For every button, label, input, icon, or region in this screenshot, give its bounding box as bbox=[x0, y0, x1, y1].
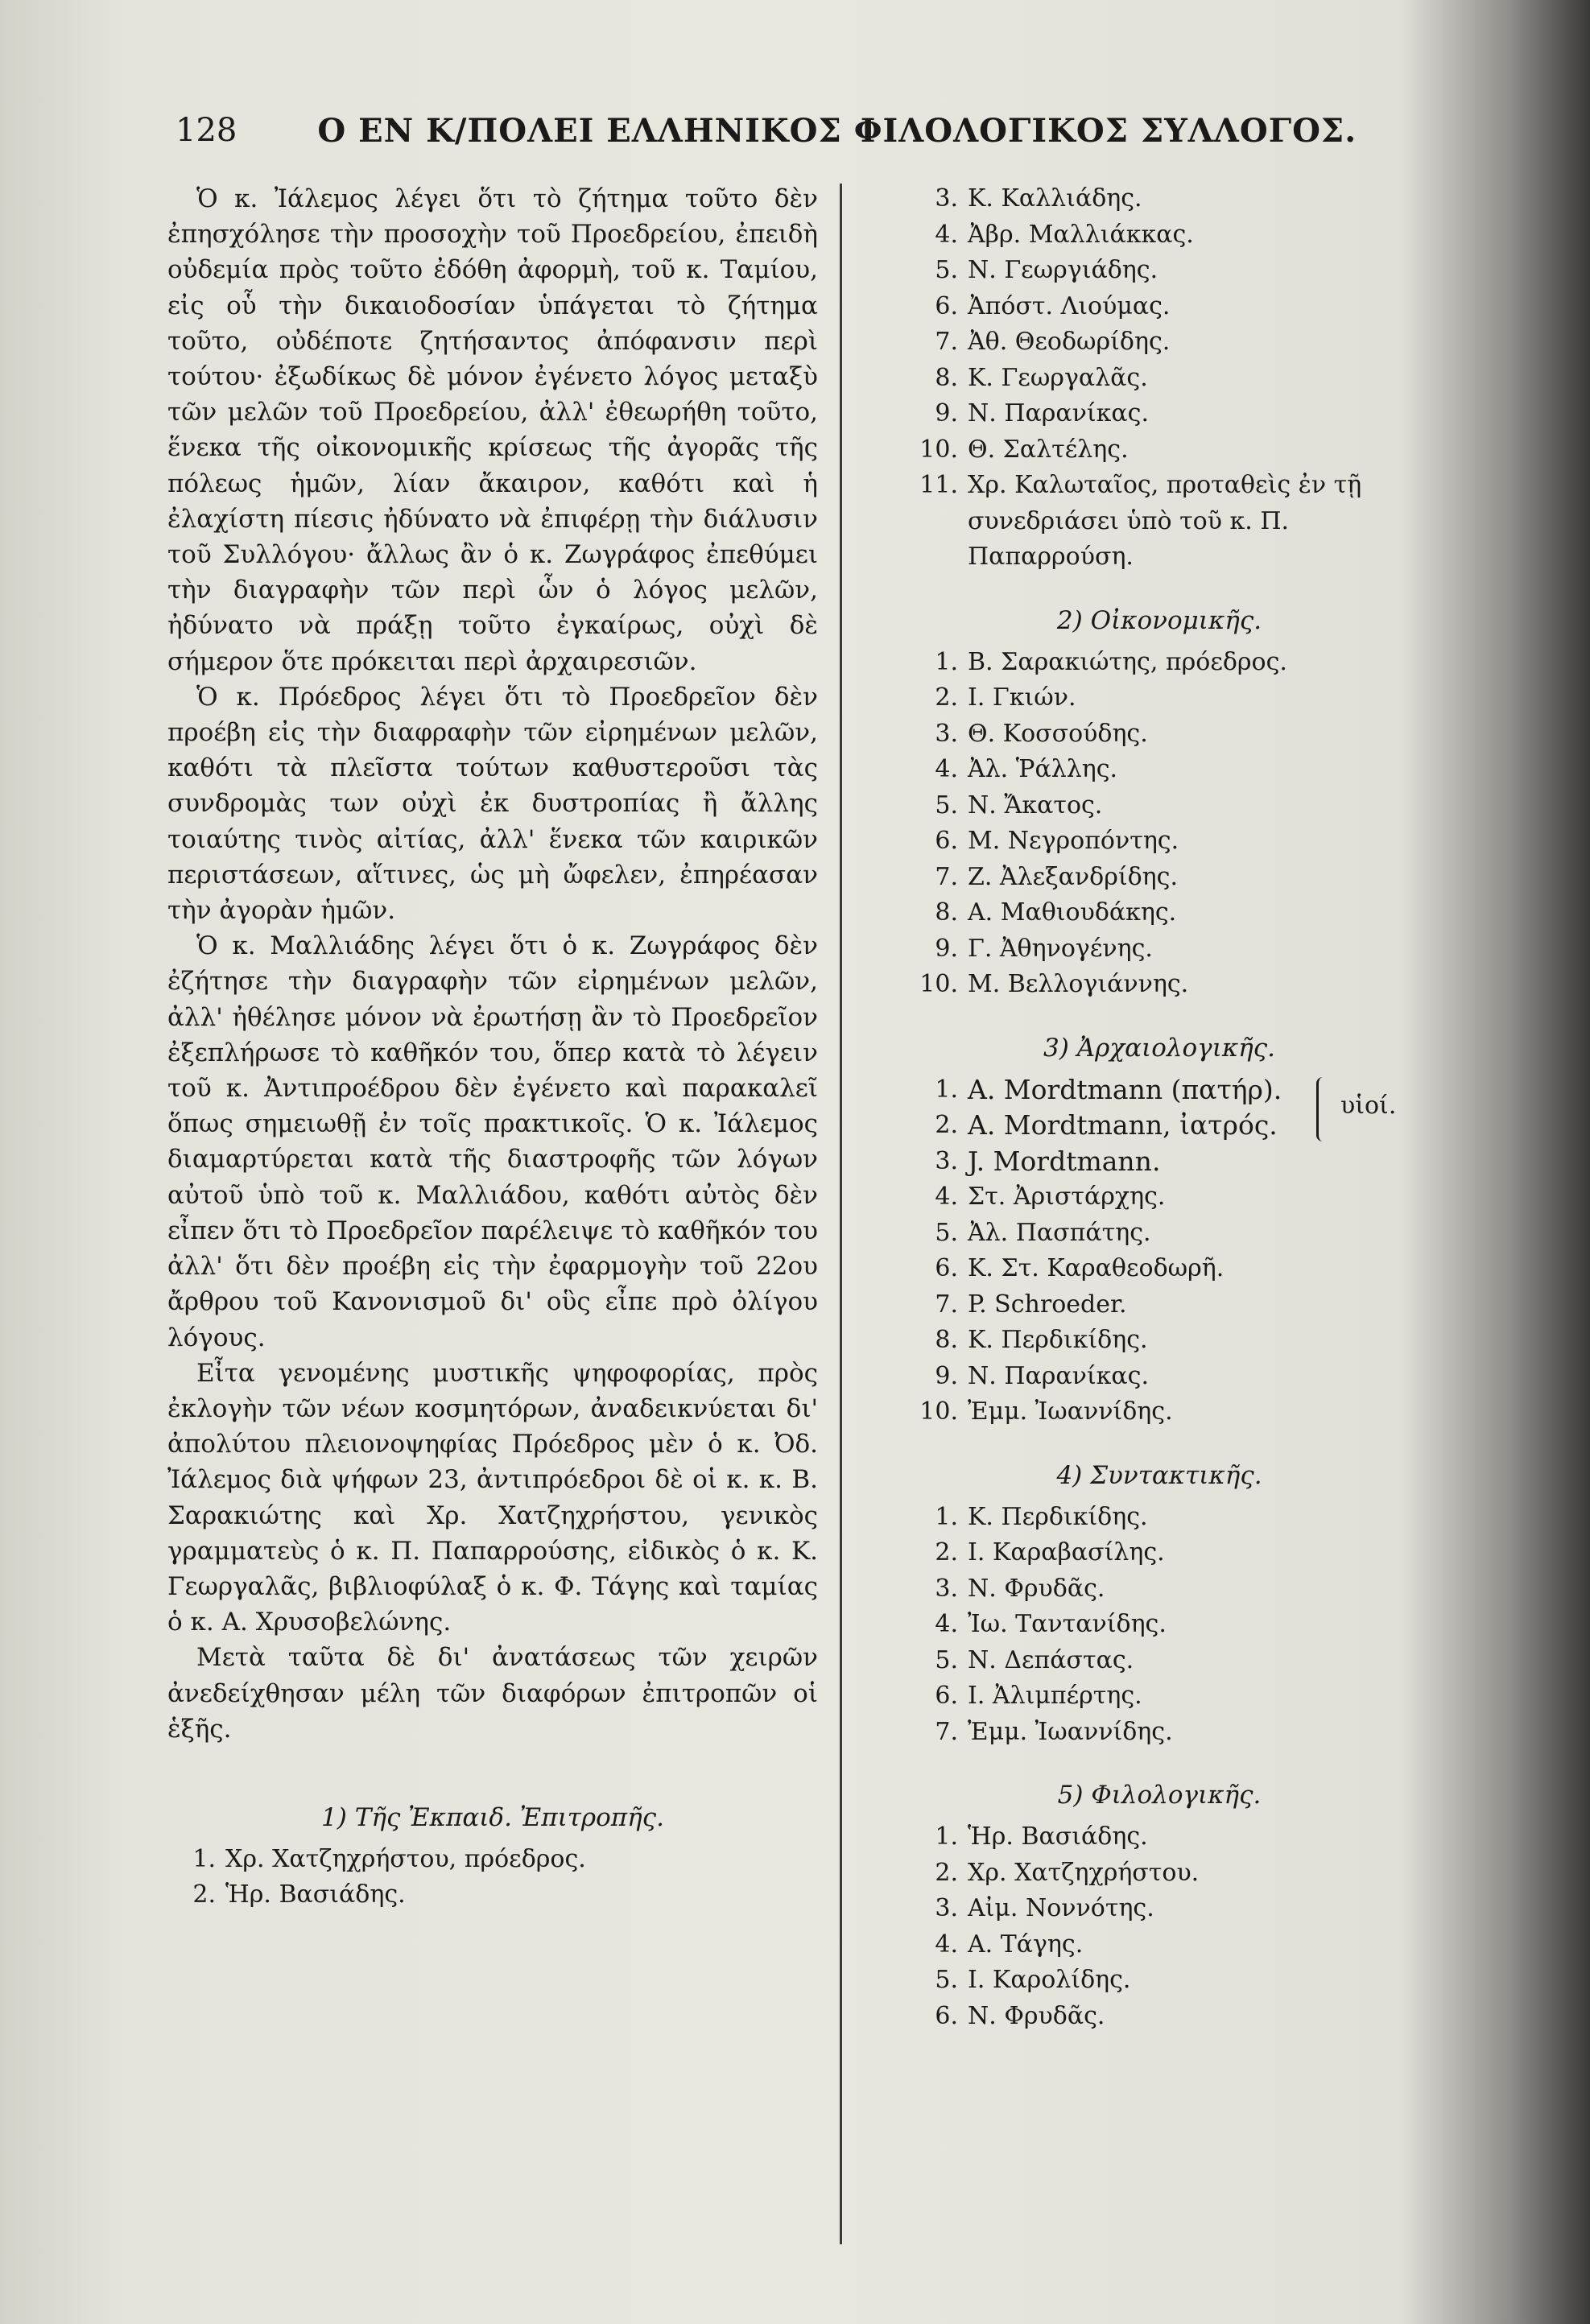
member-name: J. Mordtmann. bbox=[968, 1145, 1161, 1177]
paragraph: Ὁ κ. Ἰάλεμος λέγει ὅτι τὸ ζήτημα τοῦτο δὲν ἐπησχόλησε τὴν προσοχὴν τοῦ Προεδρείου, ἐπειδὴ οὐδεμία πρὸς τοῦτο ἐδόθη ἀφορμὴ, τοῦ κ. Ταμίου, εἰς οὗ τὴν δικαιοδοσίαν ὑπάγεται τὸ ζήτημα τοῦτο, οὐδέποτε ζητήσαντος ἀπόφανσιν περὶ τούτου· ἐξωδίκως δὲ μόνον ἐγένετο λόγος μεταξὺ τῶν μελῶν τοῦ Προεδρείου, ἀλλ' ἐθεωρήθη τοῦτο, ἕνεκα τῆς οἰκονομικῆς κρίσεως τῆς ἀγορᾶς τῆς πόλεως ἡμῶν, λίαν ἄκαιρον, καθότι καὶ ἡ ἐλαχίστη πίεσις ἠδύνατο νὰ ἐπιφέρῃ τὴν διάλυσιν τοῦ Συλλόγου· ἄλλως ἂν ὁ κ. Ζωγράφος ἐπεθύμει τὴν διαγραφὴν τῶν περὶ ὧν ὁ λόγος μελῶν, ἠδύνατο νὰ πράξῃ τοῦτο ἐγκαίρως, οὐχὶ δὲ σήμερον ὅτε πρόκειται περὶ ἀρχαιρεσιῶν. bbox=[167, 184, 818, 676]
list-item bbox=[910, 1963, 1409, 1999]
member-name: A. Mordtmann (πατήρ). bbox=[968, 1073, 1282, 1105]
list-item bbox=[910, 1535, 1409, 1571]
list-number: 7. bbox=[935, 1717, 958, 1746]
list-number: 6. bbox=[935, 1682, 958, 1710]
list-item bbox=[910, 1607, 1409, 1643]
list-item bbox=[910, 1891, 1409, 1927]
list-item bbox=[910, 468, 1409, 576]
committee-3-list bbox=[910, 1179, 1409, 1430]
member-name: Ν. Παρανίκας. bbox=[968, 399, 1149, 427]
list-number: 6. bbox=[935, 2001, 958, 2030]
list-item bbox=[910, 967, 1409, 1003]
member-name: Ἡρ. Βασιάδης. bbox=[968, 1822, 1148, 1851]
list-number: 7. bbox=[935, 328, 958, 356]
list-item bbox=[910, 181, 1409, 217]
member-name: Ν. Δεπάστας. bbox=[968, 1645, 1134, 1674]
right-column bbox=[910, 181, 1409, 2290]
member-name: Β. Σαρακιώτης, πρόεδρος. bbox=[968, 647, 1287, 676]
list-item bbox=[910, 1819, 1409, 1855]
list-number: 6. bbox=[935, 1254, 958, 1282]
member-name: Ἐμμ. Ἰωαννίδης. bbox=[968, 1397, 1173, 1426]
list-number: 7. bbox=[935, 862, 958, 891]
member-name: Ἀλ. Ῥάλλης. bbox=[968, 755, 1118, 783]
list-number: 1. bbox=[935, 1075, 958, 1104]
list-number: 5. bbox=[935, 256, 958, 284]
list-number: 4. bbox=[935, 1610, 958, 1638]
list-number: 3. bbox=[935, 1146, 958, 1175]
list-number: 8. bbox=[935, 1326, 958, 1354]
member-name: Ἀβρ. Μαλλιάκκας. bbox=[968, 220, 1194, 249]
committee-3-bracketed-list bbox=[910, 1072, 1409, 1180]
list-item bbox=[910, 680, 1409, 716]
member-name: P. Schroeder. bbox=[968, 1290, 1127, 1319]
column-divider bbox=[840, 184, 842, 2244]
member-name: Ι. Καρολίδης. bbox=[968, 1966, 1131, 1994]
page-number: 128 bbox=[176, 112, 237, 149]
list-item bbox=[910, 217, 1409, 254]
committee-1-list bbox=[910, 181, 1409, 576]
list-item bbox=[910, 1216, 1409, 1252]
list-item bbox=[910, 1108, 1409, 1144]
list-item bbox=[910, 324, 1409, 361]
list-number: 2. bbox=[935, 1538, 958, 1567]
list-number: 8. bbox=[935, 363, 958, 392]
committee-heading: 4) Συντακτικῆς. bbox=[1056, 1460, 1262, 1490]
list-item bbox=[910, 361, 1409, 397]
list-number: 8. bbox=[935, 898, 958, 927]
paragraph: Εἶτα γενομένης μυστικῆς ψηφοφορίας, πρὸς ἐκλογὴν τῶν νέων κοσμητόρων, ἀναδεικνύεται δι' ἀπολύτου πλειονοψηφίας Πρόεδρος μὲν ὁ κ. Ὀδ. Ἰάλεμος διὰ ψήφων 23, ἀντιπρόεδροι δὲ οἱ κ. κ. Β. Σαρακιώτης καὶ Χρ. Χατζηχρήστου, γενικὸς γραμματεὺς ὁ κ. Π. Παπαρρούσης, εἰδικὸς ὁ κ. Κ. Γεωργαλᾶς, βιβλιοφύλαξ ὁ κ. Φ. Τάγης καὶ ταμίας ὁ κ. Α. Χρυσοβελώνης. bbox=[167, 1358, 818, 1637]
list-number: 2. bbox=[935, 683, 958, 712]
member-name: Κ. Γεωργαλᾶς. bbox=[968, 363, 1148, 392]
list-number: 11. bbox=[919, 471, 958, 499]
list-number: 5. bbox=[935, 790, 958, 819]
list-item bbox=[910, 1571, 1409, 1608]
list-number: 9. bbox=[935, 399, 958, 427]
member-name: A. Mordtmann, ἰατρός. bbox=[968, 1109, 1278, 1141]
page-header bbox=[176, 106, 1357, 155]
paragraph: Ὁ κ. Μαλλιάδης λέγει ὅτι ὁ κ. Ζωγράφος δὲν ἐζήτησε τὴν διαγραφὴν τῶν εἰρημένων μελῶν, ἀλλ' ἠθέλησε μόνον νὰ ἐρωτήσῃ ἂν τὸ Προεδρεῖον ἐξεπλήρωσε τὸ καθῆκόν του, ὅπερ κατὰ τὸ λέγειν τοῦ κ. Ἀντιπροέδρου δὲν ἐγένετο καὶ παρακαλεῖ ὅπως σημειωθῇ ἐν τοῖς πρακτικοῖς. Ὁ κ. Ἰάλεμος διαμαρτύρεται κατὰ τῆς διαστροφῆς τῶν λόγων αὐτοῦ ὑπὸ τοῦ κ. Μαλλιάδου, καθότι αὐτὸς δὲν εἶπεν ὅτι τὸ Προεδρεῖον παρέλειψε τὸ καθῆκόν του ἀλλ' ὅτι δὲν προέβη εἰς τὴν ἐφαρμογὴν τοῦ 22ου ἄρθρου τοῦ Κανονισμοῦ δι' οὓς εἶπε πρὸ ὀλίγου λόγους. bbox=[167, 931, 818, 1352]
list-number: 3. bbox=[935, 719, 958, 748]
list-number: 2. bbox=[935, 1111, 958, 1139]
member-name: Γ. Ἀθηνογένης. bbox=[968, 934, 1153, 963]
member-name: Ἡρ. Βασιάδης. bbox=[225, 1880, 406, 1909]
list-item bbox=[910, 396, 1409, 432]
list-item bbox=[910, 1072, 1409, 1108]
member-name: Μ. Βελλογιάννης. bbox=[968, 970, 1189, 998]
member-name: Ἀθ. Θεοδωρίδης. bbox=[968, 328, 1171, 356]
list-item bbox=[910, 1323, 1409, 1359]
list-item bbox=[910, 1500, 1409, 1536]
list-item bbox=[910, 1999, 1409, 2035]
list-number: 3. bbox=[935, 1574, 958, 1603]
member-name: Ἰω. Ταντανίδης. bbox=[968, 1610, 1167, 1638]
list-number: 5. bbox=[935, 1218, 958, 1247]
list-item bbox=[910, 1394, 1409, 1430]
list-item bbox=[910, 1715, 1409, 1751]
list-item bbox=[910, 253, 1409, 289]
list-item bbox=[910, 860, 1409, 896]
list-item bbox=[910, 1643, 1409, 1679]
bracketed-group bbox=[910, 1072, 1409, 1180]
committee-heading: 3) Ἀρχαιολογικῆς. bbox=[1043, 1033, 1275, 1063]
curly-bracket bbox=[1316, 1077, 1333, 1141]
list-item bbox=[910, 1678, 1409, 1715]
committee-2-list bbox=[910, 645, 1409, 1003]
member-name: Ν. Φρυδᾶς. bbox=[968, 1574, 1105, 1603]
list-item bbox=[910, 1251, 1409, 1287]
member-name: Ἀλ. Πασπάτης. bbox=[968, 1218, 1151, 1247]
member-name: Ν. Ἄκατος. bbox=[968, 790, 1103, 819]
member-name: Στ. Ἀριστάρχης. bbox=[968, 1183, 1166, 1211]
member-name: Ν. Φρυδᾶς. bbox=[968, 2001, 1105, 2030]
list-item bbox=[910, 645, 1409, 681]
paragraph: Ὁ κ. Πρόεδρος λέγει ὅτι τὸ Προεδρεῖον δὲν προέβη εἰς τὴν διαφραφὴν τῶν εἰρημένων μελῶν, καθότι τὰ πλεῖστα τούτων καθυστεροῦσι τὰς συνδρομὰς των οὐχὶ ἐκ δυστροπίας ἢ ἄλλης τοιαύτης τινὸς αἰτίας, ἀλλ' ἕνεκα τῶν καιρικῶν περιστάσεων, αἵτινες, ὡς μὴ ὤφελεν, ἐπηρέασαν τὴν ἀγορὰν ἡμῶν. bbox=[167, 682, 818, 926]
list-number: 4. bbox=[935, 755, 958, 783]
list-number: 1. bbox=[935, 647, 958, 676]
committee-heading: 2) Οἰκονομικῆς. bbox=[1056, 605, 1262, 635]
list-number: 1. bbox=[935, 1502, 958, 1531]
list-number: 2. bbox=[192, 1880, 216, 1909]
list-number: 1. bbox=[935, 1822, 958, 1851]
running-title: Ο ΕΝ Κ/ΠΟΛΕΙ ΕΛΛΗΝΙΚΟΣ ΦΙΛΟΛΟΓΙΚΟΣ ΣΥΛΛΟΓΟΣ. bbox=[317, 111, 1357, 150]
member-name: Ἀπόστ. Λιούμας. bbox=[968, 291, 1171, 320]
list-item bbox=[910, 1927, 1409, 1963]
member-name: Αἰμ. Νοννότης. bbox=[968, 1894, 1154, 1922]
paragraph: Μετὰ ταῦτα δὲ δι' ἀνατάσεως τῶν χειρῶν ἀνεδείχθησαν μέλη τῶν διαφόρων ἐπιτροπῶν οἱ ἑξῆς. bbox=[167, 1643, 818, 1744]
committee-5-list bbox=[910, 1819, 1409, 2034]
list-number: 5. bbox=[935, 1966, 958, 1994]
list-item bbox=[910, 1855, 1409, 1892]
list-number: 3. bbox=[935, 184, 958, 213]
list-number: 9. bbox=[935, 1361, 958, 1390]
list-number: 10. bbox=[919, 435, 958, 464]
list-number: 1. bbox=[192, 1844, 216, 1873]
list-item bbox=[910, 1287, 1409, 1323]
member-name: Α. Τάγης. bbox=[968, 1930, 1084, 1959]
committee-4-list bbox=[910, 1500, 1409, 1751]
list-number: 9. bbox=[935, 934, 958, 963]
member-name: Ι. Καραβασίλης. bbox=[968, 1538, 1165, 1567]
list-number: 6. bbox=[935, 827, 958, 855]
list-item bbox=[910, 432, 1409, 469]
list-number: 3. bbox=[935, 1894, 958, 1922]
member-name: Ι. Γκιών. bbox=[968, 683, 1076, 712]
list-item bbox=[910, 1359, 1409, 1395]
list-number: 2. bbox=[935, 1858, 958, 1887]
left-column bbox=[167, 181, 818, 2258]
list-number: 6. bbox=[935, 291, 958, 320]
list-number: 4. bbox=[935, 220, 958, 249]
list-item bbox=[910, 824, 1409, 860]
committee-heading: 5) Φιλολογικῆς. bbox=[1057, 1781, 1262, 1810]
committee-heading: 1) Τῆς Ἐκπαιδ. Ἐπιτροπῆς. bbox=[321, 1802, 664, 1832]
list-item bbox=[910, 716, 1409, 753]
member-name: Κ. Καλλιάδης. bbox=[968, 184, 1142, 213]
member-name: Α. Μαθιουδάκης. bbox=[968, 898, 1177, 927]
list-number: 4. bbox=[935, 1183, 958, 1211]
member-name: Ν. Γεωργιάδης. bbox=[968, 256, 1158, 284]
list-number: 10. bbox=[919, 1397, 958, 1426]
member-name: Ν. Παρανίκας. bbox=[968, 1361, 1149, 1390]
list-item bbox=[910, 931, 1409, 968]
list-number: 5. bbox=[935, 1645, 958, 1674]
member-name: Θ. Σαλτέλης. bbox=[968, 435, 1129, 464]
member-name: Χρ. Χατζηχρήστου. bbox=[968, 1858, 1200, 1887]
member-name: Χρ. Χατζηχρήστου, πρόεδρος. bbox=[225, 1844, 586, 1873]
member-name: Κ. Περδικίδης. bbox=[968, 1502, 1148, 1531]
list-item bbox=[910, 289, 1409, 325]
list-number: 10. bbox=[919, 970, 958, 998]
list-item bbox=[167, 1842, 818, 1878]
list-item bbox=[910, 752, 1409, 788]
member-name: Ἐμμ. Ἰωαννίδης. bbox=[968, 1717, 1173, 1746]
member-name: Κ. Περδικίδης. bbox=[968, 1326, 1148, 1354]
member-name: Ζ. Ἀλεξανδρίδης. bbox=[968, 862, 1178, 891]
member-name: Κ. Στ. Καραθεοδωρῆ. bbox=[968, 1254, 1225, 1282]
bracket-label: υἱοί. bbox=[1340, 1091, 1397, 1120]
list-item bbox=[910, 1144, 1409, 1180]
list-item bbox=[910, 895, 1409, 931]
list-item bbox=[167, 1877, 818, 1913]
list-number: 4. bbox=[935, 1930, 958, 1959]
list-number: 7. bbox=[935, 1290, 958, 1319]
member-name: Ι. Ἀλιμπέρτης. bbox=[968, 1682, 1142, 1710]
member-name: Χρ. Καλωταῖος, προταθεὶς ἐν τῇ συνεδριάσει ὑπὸ τοῦ κ. Π. Παπαρρούση. bbox=[968, 471, 1362, 571]
member-name: Μ. Νεγροπόντης. bbox=[968, 827, 1179, 855]
list-item bbox=[910, 788, 1409, 824]
list-item bbox=[910, 1179, 1409, 1216]
member-name: Θ. Κοσσούδης. bbox=[968, 719, 1148, 748]
